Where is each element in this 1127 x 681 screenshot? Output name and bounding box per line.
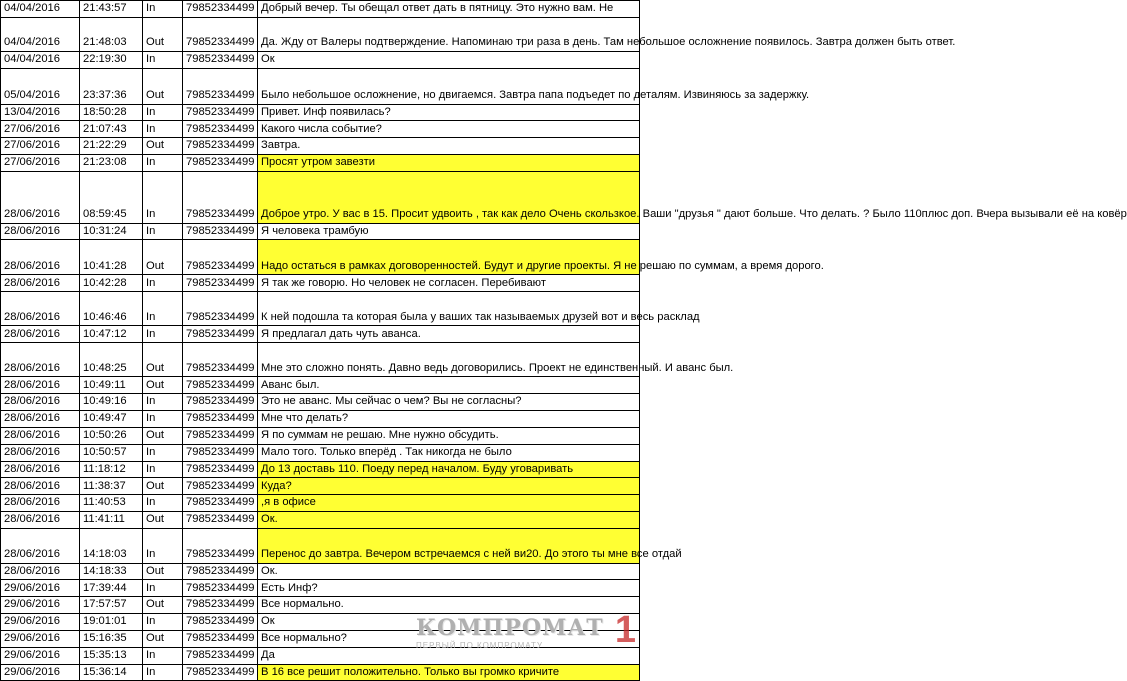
cell-time: 10:46:46: [80, 292, 143, 326]
cell-direction: In: [143, 495, 183, 512]
cell-direction: Out: [143, 343, 183, 377]
cell-date: 28/06/2016: [1, 461, 80, 478]
cell-direction: Out: [143, 68, 183, 104]
cell-date: 27/06/2016: [1, 154, 80, 171]
table-row: [1, 580, 640, 597]
table-row: [1, 664, 640, 681]
cell-number: 79852334499: [183, 121, 258, 138]
cell-number: 79852334499: [183, 343, 258, 377]
cell-time: 22:19:30: [80, 51, 143, 68]
cell-message: В 16 все решит положительно. Только вы громко кричите: [258, 664, 640, 681]
cell-time: 14:18:03: [80, 528, 143, 563]
cell-date: 04/04/2016: [1, 17, 80, 51]
cell-time: 17:57:57: [80, 597, 143, 614]
cell-message: ,я в офисе: [258, 495, 640, 512]
cell-direction: In: [143, 461, 183, 478]
cell-direction: In: [143, 580, 183, 597]
cell-message: К ней подошла та которая была у ваших так называемых друзей вот и весь расклад: [258, 292, 640, 326]
table-row: [1, 394, 640, 411]
cell-message: Добрый вечер. Ты обещал ответ дать в пятницу. Это нужно вам. Не: [258, 1, 640, 18]
cell-date: 13/04/2016: [1, 104, 80, 121]
cell-direction: Out: [143, 138, 183, 155]
cell-number: 79852334499: [183, 410, 258, 427]
cell-direction: Out: [143, 427, 183, 444]
table-row: [1, 17, 640, 51]
table-row: [1, 495, 640, 512]
cell-message: Просят утром завезти: [258, 154, 640, 171]
cell-direction: Out: [143, 377, 183, 394]
table-row: [1, 478, 640, 495]
cell-time: 14:18:33: [80, 563, 143, 580]
cell-time: 10:41:28: [80, 240, 143, 275]
table-row: [1, 377, 640, 394]
table-row: [1, 597, 640, 614]
cell-time: 18:50:28: [80, 104, 143, 121]
cell-message: Я так же говорю. Но человек не согласен. Перебивают: [258, 275, 640, 292]
cell-number: 79852334499: [183, 427, 258, 444]
cell-message: Да: [258, 647, 640, 664]
cell-date: 28/06/2016: [1, 511, 80, 528]
cell-number: 79852334499: [183, 495, 258, 512]
cell-date: 28/06/2016: [1, 444, 80, 461]
cell-time: 11:41:11: [80, 511, 143, 528]
table-row: [1, 326, 640, 343]
cell-direction: In: [143, 394, 183, 411]
cell-number: 79852334499: [183, 647, 258, 664]
sms-log-body: [1, 1, 1127, 681]
cell-direction: Out: [143, 563, 183, 580]
cell-time: 10:47:12: [80, 326, 143, 343]
table-row: [1, 427, 640, 444]
table-row: [1, 240, 640, 275]
cell-direction: In: [143, 410, 183, 427]
cell-number: 79852334499: [183, 613, 258, 630]
cell-number: 79852334499: [183, 326, 258, 343]
cell-time: 21:43:57: [80, 1, 143, 18]
cell-direction: In: [143, 275, 183, 292]
cell-direction: Out: [143, 240, 183, 275]
cell-date: 28/06/2016: [1, 275, 80, 292]
cell-time: 15:36:14: [80, 664, 143, 681]
cell-message: Все нормально?: [258, 630, 640, 647]
cell-number: 79852334499: [183, 528, 258, 563]
cell-time: 10:49:16: [80, 394, 143, 411]
watermark-subtitle: ПЕРВЫЙ ПО КОМПРОМАТУ: [416, 641, 543, 650]
cell-number: 79852334499: [183, 580, 258, 597]
cell-direction: In: [143, 154, 183, 171]
table-row: [1, 444, 640, 461]
table-row: [1, 154, 640, 171]
table-row: [1, 563, 640, 580]
cell-time: 10:50:26: [80, 427, 143, 444]
cell-number: 79852334499: [183, 394, 258, 411]
cell-direction: In: [143, 51, 183, 68]
cell-time: 23:37:36: [80, 68, 143, 104]
cell-date: 28/06/2016: [1, 394, 80, 411]
cell-time: 10:49:47: [80, 410, 143, 427]
cell-message: Есть Инф?: [258, 580, 640, 597]
table-row: [1, 343, 640, 377]
cell-message: Я человека трамбую: [258, 223, 640, 240]
cell-message: Я по суммам не решаю. Мне нужно обсудить.: [258, 427, 640, 444]
table-row: [1, 104, 640, 121]
cell-time: 11:18:12: [80, 461, 143, 478]
cell-number: 79852334499: [183, 171, 258, 223]
cell-date: 27/06/2016: [1, 138, 80, 155]
cell-number: 79852334499: [183, 154, 258, 171]
cell-message: Привет. Инф появилась?: [258, 104, 640, 121]
cell-time: 15:16:35: [80, 630, 143, 647]
cell-number: 79852334499: [183, 17, 258, 51]
cell-message: До 13 доставь 110. Поеду перед началом. Буду уговаривать: [258, 461, 640, 478]
cell-number: 79852334499: [183, 104, 258, 121]
cell-time: 10:48:25: [80, 343, 143, 377]
cell-message: Мне это сложно понять. Давно ведь договорились. Проект не единственный. И аванс был.: [258, 343, 640, 377]
cell-time: 19:01:01: [80, 613, 143, 630]
cell-number: 79852334499: [183, 377, 258, 394]
cell-direction: Out: [143, 478, 183, 495]
cell-date: 28/06/2016: [1, 478, 80, 495]
table-row: [1, 121, 640, 138]
cell-date: 28/06/2016: [1, 223, 80, 240]
cell-number: 79852334499: [183, 68, 258, 104]
table-row: [1, 1, 640, 18]
cell-date: 28/06/2016: [1, 563, 80, 580]
cell-time: 10:42:28: [80, 275, 143, 292]
cell-number: 79852334499: [183, 51, 258, 68]
table-row: [1, 292, 640, 326]
table-row: [1, 51, 640, 68]
cell-message: Ок.: [258, 511, 640, 528]
cell-time: 10:31:24: [80, 223, 143, 240]
cell-time: 11:40:53: [80, 495, 143, 512]
cell-number: 79852334499: [183, 597, 258, 614]
cell-date: 28/06/2016: [1, 410, 80, 427]
cell-date: 28/06/2016: [1, 292, 80, 326]
cell-message: Я предлагал дать чуть аванса.: [258, 326, 640, 343]
cell-direction: Out: [143, 630, 183, 647]
table-row: [1, 528, 640, 563]
table-row: [1, 68, 640, 104]
cell-time: 10:49:11: [80, 377, 143, 394]
cell-number: 79852334499: [183, 478, 258, 495]
cell-message: Надо остаться в рамках договоренностей. Будут и другие проекты. Я не решаю по суммам, а время дорого.: [258, 240, 640, 275]
watermark-title: КОМПРОМАТ: [416, 615, 604, 641]
cell-date: 28/06/2016: [1, 240, 80, 275]
table-row: [1, 647, 640, 664]
cell-date: 28/06/2016: [1, 326, 80, 343]
cell-number: 79852334499: [183, 461, 258, 478]
cell-date: 27/06/2016: [1, 121, 80, 138]
cell-date: 29/06/2016: [1, 613, 80, 630]
cell-date: 28/06/2016: [1, 427, 80, 444]
table-row: [1, 511, 640, 528]
cell-direction: Out: [143, 511, 183, 528]
cell-direction: In: [143, 1, 183, 18]
table-row: [1, 275, 640, 292]
table-row: [1, 630, 640, 647]
table-row: [1, 223, 640, 240]
cell-direction: Out: [143, 17, 183, 51]
cell-time: 21:07:43: [80, 121, 143, 138]
cell-message: Все нормально.: [258, 597, 640, 614]
cell-number: 79852334499: [183, 511, 258, 528]
cell-message: Ок: [258, 613, 640, 630]
cell-time: 17:39:44: [80, 580, 143, 597]
cell-direction: In: [143, 664, 183, 681]
cell-date: 04/04/2016: [1, 51, 80, 68]
cell-message: Доброе утро. У вас в 15. Просит удвоить , так как дело Очень скользкое. Ваши "друзья " дают больше. Что делать. ? Было 110плюс доп. Вчера вызывали её на ковёр: [258, 171, 640, 223]
cell-date: 04/04/2016: [1, 1, 80, 18]
cell-direction: In: [143, 647, 183, 664]
cell-direction: In: [143, 223, 183, 240]
cell-message: Мне что делать?: [258, 410, 640, 427]
table-row: [1, 138, 640, 155]
cell-number: 79852334499: [183, 563, 258, 580]
cell-message: Было небольшое осложнение, но двигаемся. Завтра папа подъедет по деталям. Извиняюсь за задержку.: [258, 68, 640, 104]
cell-message: Это не аванс. Мы сейчас о чем? Вы не согласны?: [258, 394, 640, 411]
cell-direction: In: [143, 528, 183, 563]
cell-message: Завтра.: [258, 138, 640, 155]
cell-number: 79852334499: [183, 1, 258, 18]
cell-number: 79852334499: [183, 292, 258, 326]
cell-time: 15:35:13: [80, 647, 143, 664]
cell-number: 79852334499: [183, 240, 258, 275]
cell-date: 29/06/2016: [1, 580, 80, 597]
cell-direction: In: [143, 444, 183, 461]
cell-direction: In: [143, 104, 183, 121]
cell-direction: In: [143, 326, 183, 343]
cell-date: 28/06/2016: [1, 377, 80, 394]
cell-date: 28/06/2016: [1, 528, 80, 563]
cell-direction: In: [143, 121, 183, 138]
cell-number: 79852334499: [183, 630, 258, 647]
cell-direction: Out: [143, 597, 183, 614]
cell-time: 21:23:08: [80, 154, 143, 171]
cell-date: 29/06/2016: [1, 597, 80, 614]
cell-number: 79852334499: [183, 664, 258, 681]
table-row: [1, 461, 640, 478]
cell-message: Аванс был.: [258, 377, 640, 394]
cell-direction: In: [143, 613, 183, 630]
cell-date: 29/06/2016: [1, 647, 80, 664]
cell-message: Куда?: [258, 478, 640, 495]
watermark-number: 1: [614, 609, 636, 651]
cell-date: 28/06/2016: [1, 495, 80, 512]
cell-time: 11:38:37: [80, 478, 143, 495]
cell-message: Перенос до завтра. Вечером встречаемся с ней ви20. До этого ты мне все отдай: [258, 528, 640, 563]
cell-date: 29/06/2016: [1, 630, 80, 647]
cell-message: Мало того. Только вперёд . Так никогда не было: [258, 444, 640, 461]
cell-number: 79852334499: [183, 138, 258, 155]
cell-message: Какого числа событие?: [258, 121, 640, 138]
cell-date: 29/06/2016: [1, 664, 80, 681]
cell-time: 21:22:29: [80, 138, 143, 155]
table-row: [1, 613, 640, 630]
cell-message: Ок.: [258, 563, 640, 580]
cell-message: Да. Жду от Валеры подтверждение. Напоминаю три раза в день. Там небольшое осложнение появилось. Завтра должен быть ответ.: [258, 17, 640, 51]
cell-time: 08:59:45: [80, 171, 143, 223]
cell-time: 10:50:57: [80, 444, 143, 461]
table-row: [1, 410, 640, 427]
table-row: [1, 171, 640, 223]
cell-time: 21:48:03: [80, 17, 143, 51]
cell-date: 28/06/2016: [1, 171, 80, 223]
cell-message: Ок: [258, 51, 640, 68]
cell-direction: In: [143, 171, 183, 223]
cell-direction: In: [143, 292, 183, 326]
cell-date: 05/04/2016: [1, 68, 80, 104]
cell-number: 79852334499: [183, 275, 258, 292]
cell-number: 79852334499: [183, 444, 258, 461]
cell-date: 28/06/2016: [1, 343, 80, 377]
cell-number: 79852334499: [183, 223, 258, 240]
